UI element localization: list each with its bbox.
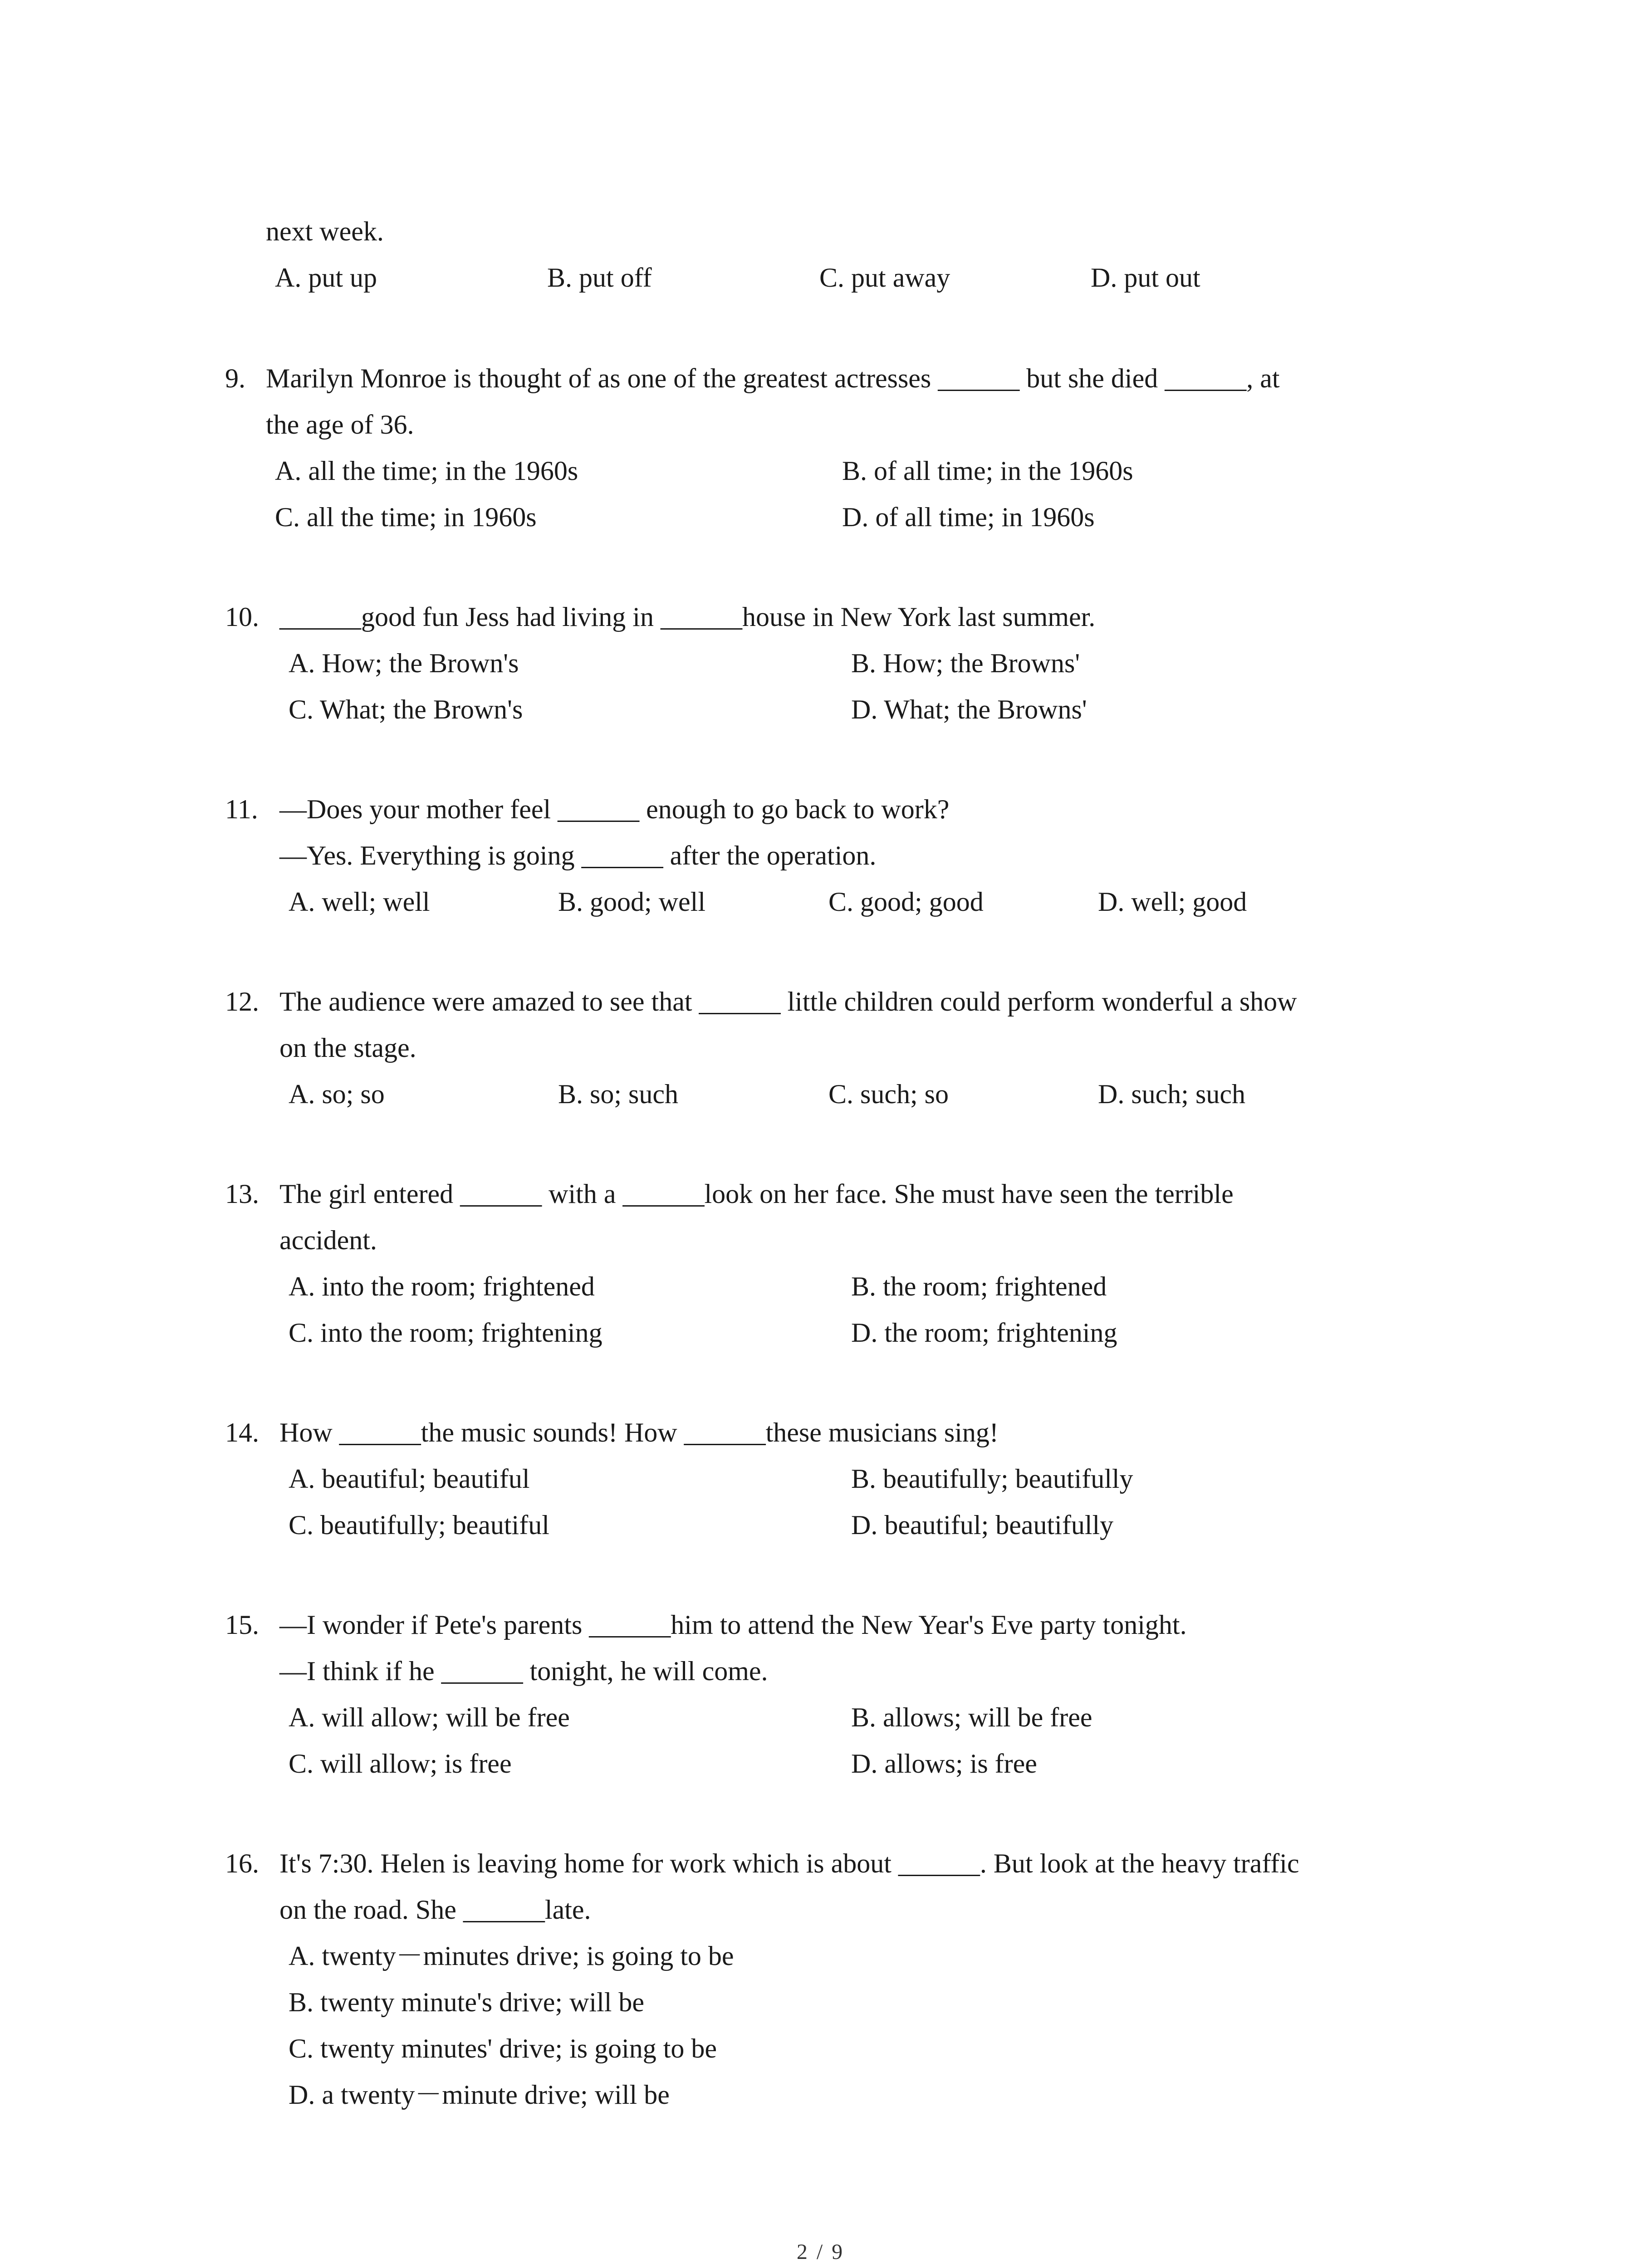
option-d: D. put out [1091, 263, 1200, 293]
question-text: The audience were amazed to see that ______ little children could perform wonderful a show [279, 987, 1297, 1017]
option-d: D. such; such [1098, 1079, 1245, 1109]
question-text: How ______the music sounds! How ______these musicians sing! [279, 1418, 999, 1447]
option-a: A. into the room; frightened [289, 1271, 595, 1301]
option-d: D. What; the Browns' [851, 694, 1087, 724]
question-text: The girl entered ______ with a ______look on her face. She must have seen the terrible [279, 1179, 1234, 1209]
option-a: A. well; well [289, 887, 430, 917]
option-c: C. beautifully; beautiful [289, 1510, 549, 1540]
question-text: —I wonder if Pete's parents ______him to attend the New Year's Eve party tonight. [279, 1610, 1187, 1640]
option-c: C. such; so [828, 1079, 949, 1109]
question-text: the age of 36. [266, 410, 414, 440]
question-number: 12. [225, 987, 259, 1017]
option-d: D. a twenty－minute drive; will be [289, 2080, 670, 2110]
question-text: —Yes. Everything is going ______ after the operation. [279, 841, 877, 870]
question-text: It's 7:30. Helen is leaving home for work which is about ______. But look at the heavy traffic [279, 1848, 1299, 1878]
question-number: 9. [225, 363, 245, 393]
question-text: —I think if he ______ tonight, he will come. [279, 1656, 768, 1686]
question-number: 16. [225, 1848, 259, 1878]
question-number: 10. [225, 602, 259, 632]
question-text: on the stage. [279, 1033, 416, 1063]
option-c: C. What; the Brown's [289, 694, 523, 724]
option-c: C. twenty minutes' drive; is going to be [289, 2033, 717, 2063]
question-text: —Does your mother feel ______ enough to go back to work? [279, 794, 950, 824]
option-a: A. How; the Brown's [289, 648, 519, 678]
page-number: 2 / 9 [796, 2240, 845, 2264]
option-a: A. twenty－minutes drive; is going to be [289, 1941, 734, 1971]
option-d: D. of all time; in 1960s [842, 502, 1095, 532]
option-c: C. will allow; is free [289, 1749, 512, 1779]
question-number: 15. [225, 1610, 259, 1640]
option-d: D. allows; is free [851, 1749, 1037, 1779]
question-text: ______good fun Jess had living in ______house in New York last summer. [279, 602, 1096, 632]
option-b: B. the room; frightened [851, 1271, 1107, 1301]
option-c: C. all the time; in 1960s [275, 502, 537, 532]
option-b: B. How; the Browns' [851, 648, 1080, 678]
option-d: D. well; good [1098, 887, 1247, 917]
option-c: C. into the room; frightening [289, 1318, 603, 1348]
question-text: Marilyn Monroe is thought of as one of the greatest actresses ______ but she died ______, at [266, 363, 1280, 393]
option-b: B. of all time; in the 1960s [842, 456, 1133, 486]
option-b: B. so; such [558, 1079, 679, 1109]
option-d: D. beautiful; beautifully [851, 1510, 1114, 1540]
option-a: A. will allow; will be free [289, 1702, 570, 1732]
option-b: B. beautifully; beautifully [851, 1464, 1133, 1494]
carryover-text: next week. [266, 216, 384, 246]
option-a: A. so; so [289, 1079, 385, 1109]
option-b: B. twenty minute's drive; will be [289, 1987, 645, 2017]
option-b: B. good; well [558, 887, 705, 917]
option-d: D. the room; frightening [851, 1318, 1117, 1348]
option-b: B. allows; will be free [851, 1702, 1092, 1732]
option-c: C. put away [819, 263, 950, 293]
question-text: on the road. She ______late. [279, 1895, 591, 1925]
option-b: B. put off [547, 263, 652, 293]
question-number: 14. [225, 1418, 259, 1447]
question-text: accident. [279, 1225, 377, 1255]
question-number: 11. [225, 794, 258, 824]
option-c: C. good; good [828, 887, 984, 917]
option-a: A. put up [275, 263, 377, 293]
option-a: A. beautiful; beautiful [289, 1464, 530, 1494]
option-a: A. all the time; in the 1960s [275, 456, 578, 486]
question-number: 13. [225, 1179, 259, 1209]
